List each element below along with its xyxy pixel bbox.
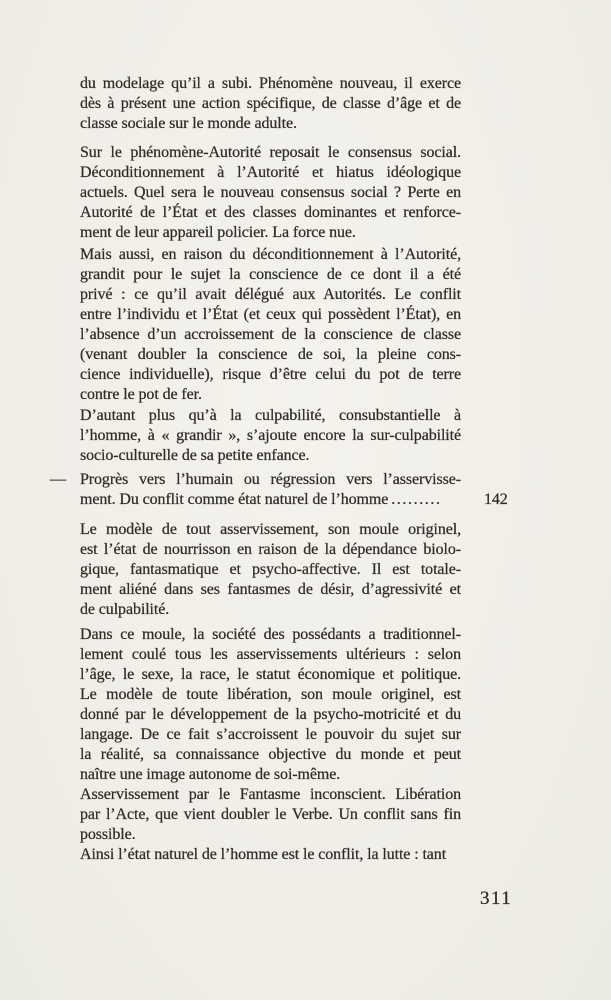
text-line: l’homme, à « grandir », s’ajoute encore la sur-culpabilité (80, 427, 461, 444)
text-line: D’autant plus qu’à la culpabilité, consubstantielle à (80, 407, 461, 424)
text-line: lement coulé tous les asservissements ultérieurs : selon (80, 646, 461, 663)
page-number: 311 (480, 888, 513, 909)
text-line: Sur le phénomène-Autorité reposait le consensus social. (80, 144, 461, 161)
text-line: de culpabilité. (80, 601, 170, 618)
text-line: par l’Acte, que vient doubler le Verbe. Un conflit sans fin (80, 806, 461, 823)
paragraph-5 (80, 520, 461, 620)
text-line: (venant doubler la conscience de soi, la pleine cons- (80, 346, 461, 363)
text-line (80, 490, 461, 510)
text-line: Asservissement par le Fantasme inconscient. Libération (80, 786, 461, 803)
text-line: Dans ce moule, la société des possédants a traditionnel- (80, 626, 461, 643)
text-line: Déconditionnement à l’Autorité et hiatus idéologique (80, 164, 461, 181)
text-line: privé : ce qu’il avait délégué aux Autorités. Le conflit (80, 286, 461, 303)
paragraph-7 (80, 785, 461, 845)
text-line: ment aliéné dans ses fantasmes de désir, d’agressivité et (80, 581, 461, 598)
text-line: l’absence d’un accroissement de la conscience de classe (80, 326, 461, 343)
text-line: gique, fantasmatique et psycho-affective. Il est totale- (80, 561, 461, 578)
text-line: Autorité de l’État et des classes dominantes et renforce- (80, 204, 461, 221)
text-line: Mais aussi, en raison du déconditionnement à l’Autorité, (80, 246, 461, 263)
text-line: donné par le développement de la psycho-motricité et du (80, 706, 461, 723)
text-line: Le modèle de tout asservissement, son moule originel, (80, 521, 461, 538)
text-line: la réalité, sa connaissance objective du monde et peut (80, 746, 461, 763)
paragraph-1 (80, 74, 461, 134)
text-line: ment de leur appareil policier. La force nue. (80, 224, 356, 241)
text-line: Progrès vers l’humain ou régression vers l’asservisse- (80, 471, 461, 488)
text-line: Ainsi l’état naturel de l’homme est le conflit, la lutte : tant (80, 846, 447, 863)
text-line: du modelage qu’il a subi. Phénomène nouveau, il exerce (80, 75, 461, 92)
toc-page-ref: 142 (484, 491, 508, 508)
toc-line2-text: ment. Du conflit comme état naturel de l’homme (80, 491, 389, 508)
text-line: socio-culturelle de sa petite enfance. (80, 447, 310, 464)
paragraph-8 (80, 845, 461, 865)
text-line: est l’état de nourrisson en raison de la dépendance biolo- (80, 541, 461, 558)
text-line: entre l’individu et l’État (et ceux qui possèdent l’État), en (80, 306, 461, 323)
text-line: naître une image autonome de soi-même. (80, 766, 341, 783)
toc-entry (50, 470, 508, 510)
paragraph-3 (80, 245, 461, 405)
paragraph-6 (80, 625, 461, 785)
text-line: classe sociale sur le monde adulte. (80, 115, 297, 132)
paragraph-2 (80, 143, 461, 243)
text-line: Le modèle de toute libération, son moule originel, est (80, 686, 461, 703)
text-line: langage. De ce fait s’accroissent le pouvoir du sujet sur (80, 726, 461, 743)
text-line: cience individuelle), risque d’être celui du pot de terre (80, 366, 461, 383)
text-line: contre le pot de fer. (80, 386, 202, 403)
paragraph-4 (80, 406, 461, 466)
toc-dash-icon: — (50, 471, 66, 488)
text-line: possible. (80, 826, 136, 843)
toc-leader-dots: ......... (391, 491, 442, 508)
text-line: dès à présent une action spécifique, de classe d’âge et de (80, 95, 461, 112)
text-line: grandit pour le sujet la conscience de ce dont il a été (80, 266, 461, 283)
text-line: l’âge, le sexe, la race, le statut économique et politique. (80, 666, 461, 683)
text-line: actuels. Quel sera le nouveau consensus social ? Perte en (80, 184, 461, 201)
